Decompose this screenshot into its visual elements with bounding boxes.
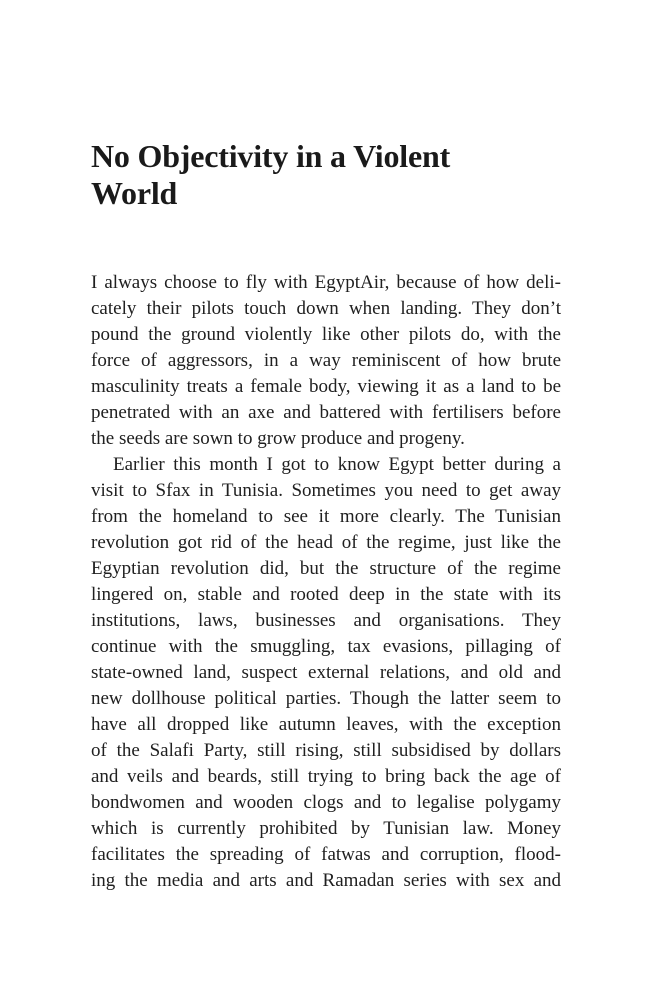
text-line: have all dropped like autumn leaves, with the exception xyxy=(91,714,561,735)
text-line: from the homeland to see it more clearly. The Tunisian xyxy=(91,506,561,527)
text-line: ing the media and arts and Ramadan series with sex and xyxy=(91,870,561,891)
text-line: lingered on, stable and rooted deep in the state with its xyxy=(91,584,561,605)
text-line: visit to Sfax in Tunisia. Sometimes you need to get away xyxy=(91,480,561,501)
text-line: Egyptian revolution did, but the structure of the regime xyxy=(91,558,561,579)
text-line: force of aggressors, in a way reminiscent of how brute xyxy=(91,350,561,371)
text-line: state-owned land, suspect external relations, and old and xyxy=(91,662,561,683)
paragraph-2 xyxy=(91,452,561,894)
text-line: which is currently prohibited by Tunisian law. Money xyxy=(91,818,561,839)
text-line: new dollhouse political parties. Though the latter seem to xyxy=(91,688,561,709)
text-line: facilitates the spreading of fatwas and corruption, flood- xyxy=(91,844,561,865)
paragraph-1 xyxy=(91,270,561,452)
text-line: and veils and beards, still trying to bring back the age of xyxy=(91,766,561,787)
chapter-title-line-2: World xyxy=(91,175,178,211)
text-line: continue with the smuggling, tax evasions, pillaging of xyxy=(91,636,561,657)
text-line: bondwomen and wooden clogs and to legalise polygamy xyxy=(91,792,561,813)
text-line: Earlier this month I got to know Egypt better during a xyxy=(113,454,561,475)
chapter-title xyxy=(91,138,561,212)
text-line: penetrated with an axe and battered with fertilisers before xyxy=(91,402,561,423)
text-line: cately their pilots touch down when landing. They don’t xyxy=(91,298,561,319)
body-text xyxy=(91,270,561,894)
text-line: revolution got rid of the head of the regime, just like the xyxy=(91,532,561,553)
text-line: I always choose to fly with EgyptAir, because of how deli- xyxy=(91,272,561,293)
text-line: institutions, laws, businesses and organisations. They xyxy=(91,610,561,631)
text-line: of the Salafi Party, still rising, still subsidised by dollars xyxy=(91,740,561,761)
text-line: the seeds are sown to grow produce and progeny. xyxy=(91,428,465,449)
chapter-title-line-1: No Objectivity in a Violent xyxy=(91,138,451,174)
text-line: masculinity treats a female body, viewing it as a land to be xyxy=(91,376,561,397)
text-line: pound the ground violently like other pilots do, with the xyxy=(91,324,561,345)
